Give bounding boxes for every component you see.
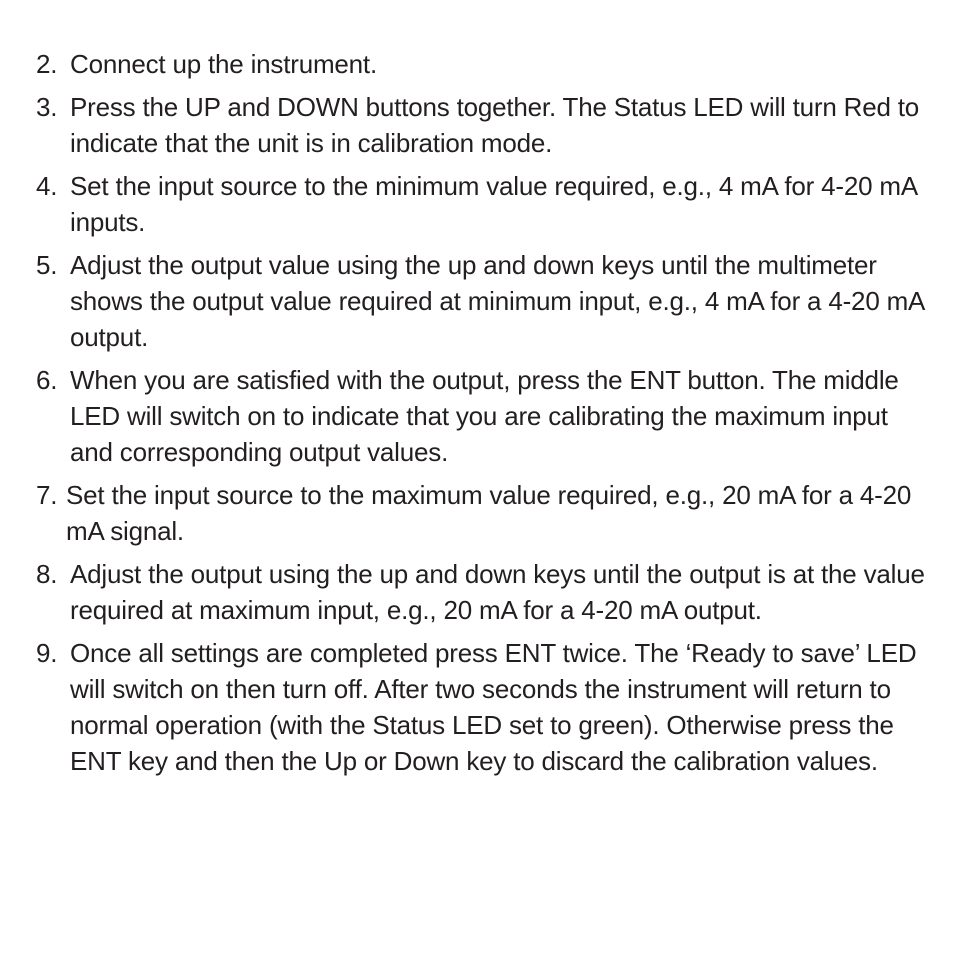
- step-text: Adjust the output value using the up and down keys until the multimeter shows the output value required at minimum input, e.g., 4 mA for a 4-20 mA output.: [70, 250, 924, 352]
- step-number: 8.: [36, 559, 58, 589]
- step-4: [36, 168, 926, 240]
- step-2: [36, 46, 926, 82]
- step-7: [36, 477, 926, 549]
- step-6: [36, 362, 926, 470]
- step-text: Press the UP and DOWN buttons together. The Status LED will turn Red to indicate that the unit is in calibration mode.: [70, 92, 920, 158]
- step-9: [36, 635, 926, 779]
- step-text: Set the input source to the minimum value required, e.g., 4 mA for 4-20 mA inputs.: [70, 171, 917, 237]
- step-3: [36, 89, 926, 161]
- step-5: [36, 247, 926, 355]
- step-text: When you are satisfied with the output, press the ENT button. The middle LED will switch on to indicate that you are calibrating the maximum input and corresponding output values.: [70, 365, 899, 467]
- step-8: [36, 556, 926, 628]
- step-text: Once all settings are completed press ENT twice. The ‘Ready to save’ LED will switch on then turn off. After two seconds the instrument will return to normal operation (with the Status LED set to green). Otherwise press the ENT key and then the Up or Down key to discard the calibration values.: [70, 638, 917, 776]
- step-number: 2.: [36, 49, 58, 79]
- step-number: 5.: [36, 250, 58, 280]
- step-text: Adjust the output using the up and down keys until the output is at the value required at maximum input, e.g., 20 mA for a 4-20 mA output.: [70, 559, 925, 625]
- step-number: 7.: [36, 480, 58, 510]
- step-text: Connect up the instrument.: [70, 49, 377, 79]
- step-number: 3.: [36, 92, 58, 122]
- step-number: 4.: [36, 171, 58, 201]
- step-number: 9.: [36, 638, 58, 668]
- calibration-steps-list: [36, 46, 926, 786]
- step-text: Set the input source to the maximum value required, e.g., 20 mA for a 4-20 mA signal.: [66, 480, 912, 546]
- step-number: 6.: [36, 365, 58, 395]
